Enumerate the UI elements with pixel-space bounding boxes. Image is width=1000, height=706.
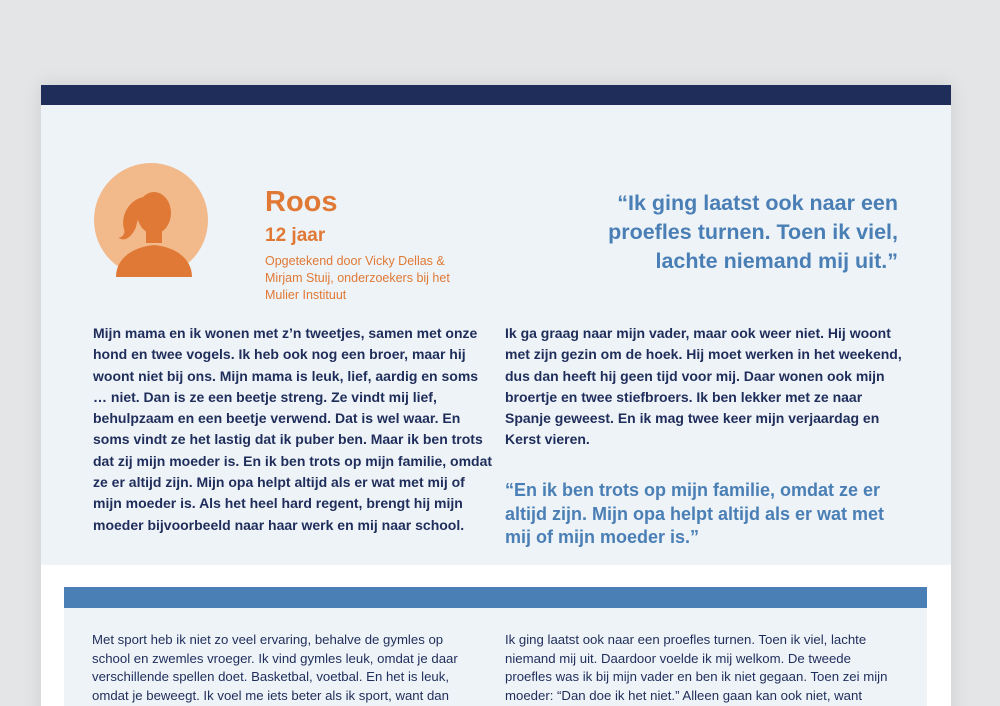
inline-quote: “En ik ben trots op mijn familie, omdat ze er altijd zijn. Mijn opa helpt altijd als er wat met mij of mijn moeder is.” — [505, 480, 885, 547]
girl-silhouette-icon — [94, 163, 208, 277]
story-column-right: Ik ga graag naar mijn vader, maar ook weer niet. Hij woont met zijn gezin om de hoek. Hij moet werken in het weekend, dus dan heeft hij geen tijd voor mij. Daar wonen ook mijn broertje en twee stiefbroers. Ik ben lekker met ze naar Spanje geweest. En ik mag twee keer mijn verjaardag en Kerst vieren. — [505, 325, 902, 448]
profile-panel — [41, 105, 951, 565]
sport-column-right: Ik ging laatst ook naar een proefles turnen. Toen ik viel, lachte niemand mij uit. Daardoor voelde ik mij welkom. De tweede proefles was ik bij mijn vader en ben ik niet gegaan. Toen zei mijn moeder: “Dan doe ik het niet.” Alleen gaan kan ook niet, want — [505, 632, 888, 703]
section-bar — [64, 587, 927, 608]
story-column-left: Mijn mama en ik wonen met z’n tweetjes, samen met onze hond en twee vogels. Ik heb ook nog een broer, maar hij woont niet bij ons. Mijn mama is leuk, lief, aardig en soms … niet. Dan is ze een beetje streng. Ze vindt mij lief, behulpzaam en een beetje verwend. Dat is wel waar. En soms vindt ze het lastig dat ik puber ben. Maar ik ben trots dat zij mijn moeder is. En ik ben trots op mijn familie, omdat ze er altijd zijn. Mijn opa helpt altijd als er wat met mij of mijn moeder is. Als het heel hard regent, brengt hij mijn moeder bijvoorbeeld naar haar werk en mij naar school. — [93, 325, 493, 533]
magazine-page — [41, 85, 951, 706]
profile-name: Roos — [265, 186, 338, 218]
sport-panel — [64, 587, 927, 706]
profile-credit: Opgetekend door Vicky Dellas & Mirjam Stuij, onderzoekers bij het Mulier Instituut — [265, 254, 450, 302]
header-bar — [41, 85, 951, 105]
pull-quote: “Ik ging laatst ook naar een proefles turnen. Toen ik viel, lachte niemand mij uit.” — [608, 191, 898, 273]
sport-column-left: Met sport heb ik niet zo veel ervaring, behalve de gymles op school en zwemles vroeger. Ik vind gymles leuk, omdat je daar verschillende spellen doet. Basketbal, voetbal. En het is leuk, omdat je beweegt. Ik voel me iets beter als ik sport, want dan — [92, 632, 458, 703]
profile-age: 12 jaar — [265, 225, 326, 246]
